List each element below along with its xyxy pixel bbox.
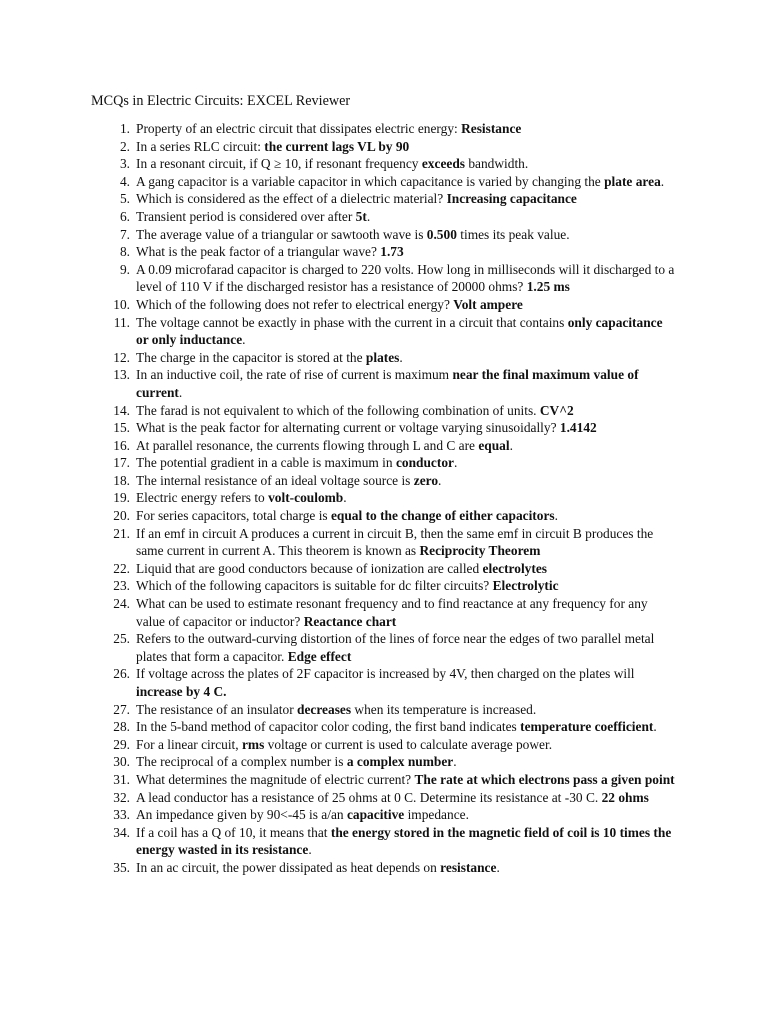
question-text-after: times its peak value. (456, 226, 570, 242)
question-number: 9. (119, 261, 130, 277)
question-item (119, 208, 676, 226)
question-number: 3. (119, 156, 130, 172)
question-text: For series capacitors, total charge is (136, 508, 331, 524)
document-title: MCQs in Electric Circuits: EXCEL Reviewer (91, 93, 351, 109)
question-text: Transient period is considered over after (136, 208, 356, 224)
question-number: 24. (113, 596, 130, 612)
question-number: 2. (119, 138, 130, 154)
question-number: 8. (119, 244, 130, 260)
question-text: The charge in the capacitor is stored at the (136, 349, 366, 365)
question-item (113, 753, 676, 771)
question-text-after: voltage or current is used to calculate average power. (264, 736, 553, 752)
question-text: An impedance given by 90<-45 is a/an (136, 807, 347, 823)
question-answer: Electrolytic (492, 578, 559, 594)
question-item (113, 437, 676, 455)
question-number: 15. (113, 420, 130, 436)
question-answer: 5t (355, 208, 367, 224)
question-answer: Resistance (461, 121, 522, 136)
question-item (113, 296, 676, 314)
question-item (113, 736, 676, 754)
question-text: If an emf in circuit A produces a current in circuit B, then the same emf in circuit B produces the same current in current A. This theorem is known as (136, 525, 654, 559)
question-item (119, 155, 676, 173)
question-text-after: when its temperature is increased. (351, 701, 537, 717)
question-text: If a coil has a Q of 10, it means that (136, 824, 331, 840)
question-item (113, 560, 676, 578)
question-answer: exceeds (421, 156, 465, 172)
question-answer: only capacitance or only inductance (136, 314, 663, 348)
question-answer: Edge effect (287, 648, 352, 664)
question-text-after: . (453, 754, 457, 770)
question-text-after: . (242, 332, 246, 348)
question-answer: equal (478, 437, 510, 453)
question-answer: 1.4142 (559, 420, 597, 436)
question-number: 12. (113, 349, 130, 365)
question-number: 11. (113, 314, 130, 330)
question-number: 4. (119, 173, 130, 189)
question-item (113, 665, 676, 700)
question-item (113, 701, 676, 719)
question-text-after: . (399, 349, 403, 365)
question-text: The reciprocal of a complex number is (136, 754, 347, 770)
question-number: 19. (113, 490, 130, 506)
question-text-after: . (653, 719, 657, 735)
question-text: In an inductive coil, the rate of rise of current is maximum (136, 367, 453, 383)
question-answer: CV^2 (539, 402, 574, 418)
question-text: The average value of a triangular or sawtooth wave is (136, 226, 427, 242)
question-answer: 1.25 ms (526, 279, 570, 295)
question-answer: capacitive (346, 807, 405, 823)
question-item (113, 718, 676, 736)
question-number: 23. (113, 578, 130, 594)
question-item (113, 454, 676, 472)
question-item (119, 120, 676, 138)
question-text: Electric energy refers to (136, 490, 269, 506)
question-text: A lead conductor has a resistance of 25 ohms at 0 C. Determine its resistance at -30 C. (136, 789, 602, 805)
question-text: In the 5-band method of capacitor color coding, the first band indicates (136, 719, 521, 735)
question-number: 27. (113, 701, 130, 717)
question-number: 32. (113, 789, 130, 805)
question-number: 20. (113, 508, 130, 524)
question-number: 6. (119, 208, 130, 224)
question-text-after: . (509, 437, 513, 453)
question-answer: volt-coulomb (268, 490, 344, 506)
question-answer: conductor (395, 455, 454, 471)
question-number: 18. (113, 472, 130, 488)
question-answer: a complex number (346, 754, 454, 770)
question-answer: temperature coefficient (520, 719, 654, 735)
question-text: Liquid that are good conductors because of ionization are called (136, 560, 483, 576)
question-item (119, 243, 676, 261)
question-number: 17. (113, 455, 130, 471)
question-text: For a linear circuit, (136, 736, 242, 752)
question-answer: 0.500 (426, 226, 457, 242)
question-item (113, 525, 676, 560)
question-item (113, 349, 676, 367)
question-number: 28. (113, 719, 130, 735)
question-text-after: . (660, 173, 665, 189)
question-text: The farad is not equivalent to which of the following combination of units. (136, 402, 540, 418)
question-answer: decreases (297, 701, 352, 717)
question-number: 35. (113, 859, 130, 875)
question-number: 30. (113, 754, 130, 770)
question-number: 7. (119, 226, 130, 242)
question-text: The internal resistance of an ideal voltage source is (136, 472, 414, 488)
question-number: 16. (113, 437, 130, 453)
question-text: In a series RLC circuit: (136, 138, 265, 154)
question-item (113, 507, 676, 525)
question-text-after: . (438, 472, 442, 488)
question-text-after: . (554, 508, 558, 524)
question-answer: near the final maximum value of current (136, 367, 639, 400)
question-number: 25. (113, 631, 130, 647)
question-item (119, 173, 676, 191)
question-item (113, 595, 676, 630)
question-text: The potential gradient in a cable is maximum in (136, 455, 396, 471)
question-text-after: bandwidth. (465, 156, 529, 172)
question-text-after: impedance. (404, 807, 469, 823)
question-text: At parallel resonance, the currents flowing through L and C are (136, 437, 479, 453)
question-text: Which of the following capacitors is suitable for dc filter circuits? (136, 578, 493, 594)
question-number: 14. (113, 402, 130, 418)
question-number: 33. (113, 807, 130, 823)
question-item (113, 419, 676, 437)
question-answer: 1.73 (380, 244, 404, 260)
question-number: 13. (113, 367, 130, 383)
question-number: 22. (113, 560, 130, 576)
question-item (119, 138, 676, 156)
question-item (113, 806, 676, 824)
question-text: Property of an electric circuit that dissipates electric energy: (136, 121, 462, 136)
question-answer: Volt ampere (453, 296, 523, 312)
question-item (113, 789, 676, 807)
question-text: Refers to the outward-curving distortion of the lines of force near the edges of two parallel metal plates that form a capacitor. (136, 631, 655, 664)
question-text: In a resonant circuit, if Q ≥ 10, if resonant frequency (136, 156, 422, 172)
question-number: 31. (113, 771, 130, 787)
question-item (119, 190, 676, 208)
question-answer: Increasing capacitance (446, 191, 577, 207)
question-answer: plates (365, 349, 400, 365)
question-answer: increase by 4 C. (136, 684, 227, 699)
question-item (113, 402, 676, 420)
question-number: 10. (113, 296, 130, 312)
question-answer: plate area (604, 173, 661, 189)
question-text: If voltage across the plates of 2F capacitor is increased by 4V, then charged on the plates will (136, 666, 635, 682)
question-item (113, 771, 676, 789)
question-text: What is the peak factor of a triangular wave? (136, 244, 381, 260)
question-item (113, 859, 676, 877)
question-item (119, 261, 676, 296)
question-text: What determines the magnitude of electric current? (136, 771, 415, 787)
question-number: 1. (119, 121, 130, 136)
question-answer: Reactance chart (303, 613, 397, 629)
question-text: The voltage cannot be exactly in phase with the current in a circuit that contains (136, 314, 568, 330)
question-text-after: . (453, 455, 458, 471)
question-text: A gang capacitor is a variable capacitor in which capacitance is varied by changing the (136, 173, 605, 189)
question-answer: rms (241, 736, 265, 752)
question-text-after: . (178, 384, 183, 400)
question-number: 26. (113, 666, 130, 682)
question-list (113, 120, 676, 877)
question-text: Which is considered as the effect of a dielectric material? (136, 191, 447, 207)
question-item (113, 472, 676, 490)
question-text-after: . (308, 842, 312, 858)
question-text: What is the peak factor for alternating current or voltage varying sinusoidally? (136, 420, 560, 436)
question-item (119, 226, 676, 244)
question-text: A 0.09 microfarad capacitor is charged to 220 volts. How long in milliseconds will it discharged to a level of 110 V if the discharged resistor has a resistance of 20000 ohms? (136, 261, 675, 295)
question-number: 29. (113, 736, 130, 752)
question-item (113, 314, 676, 349)
question-answer: The rate at which electrons pass a given point (414, 771, 675, 787)
question-number: 21. (113, 525, 130, 541)
question-item (113, 577, 676, 595)
question-answer: the current lags VL by 90 (264, 138, 410, 154)
question-text: What can be used to estimate resonant frequency and to find reactance at any frequency for any value of capacitor or inductor? (136, 596, 648, 629)
question-answer: the energy stored in the magnetic field of coil is 10 times the energy wasted in its resistance (136, 824, 672, 858)
question-text-after: . (343, 490, 347, 506)
question-number: 34. (113, 824, 130, 840)
question-item (113, 489, 676, 507)
question-answer: electrolytes (482, 560, 547, 576)
question-item (113, 824, 676, 859)
question-item (113, 366, 676, 401)
question-text: The resistance of an insulator (136, 701, 298, 717)
question-text-after: . (366, 208, 371, 224)
question-number: 5. (119, 191, 130, 207)
question-item (113, 630, 676, 665)
question-text: In an ac circuit, the power dissipated as heat depends on (136, 859, 441, 875)
question-text-after: . (496, 859, 500, 875)
question-answer: 22 ohms (601, 789, 649, 805)
question-answer: zero (413, 472, 439, 488)
question-text: Which of the following does not refer to electrical energy? (136, 296, 454, 312)
question-answer: resistance (440, 859, 497, 875)
question-answer: Reciprocity Theorem (419, 543, 541, 559)
question-answer: equal to the change of either capacitors (330, 508, 555, 524)
